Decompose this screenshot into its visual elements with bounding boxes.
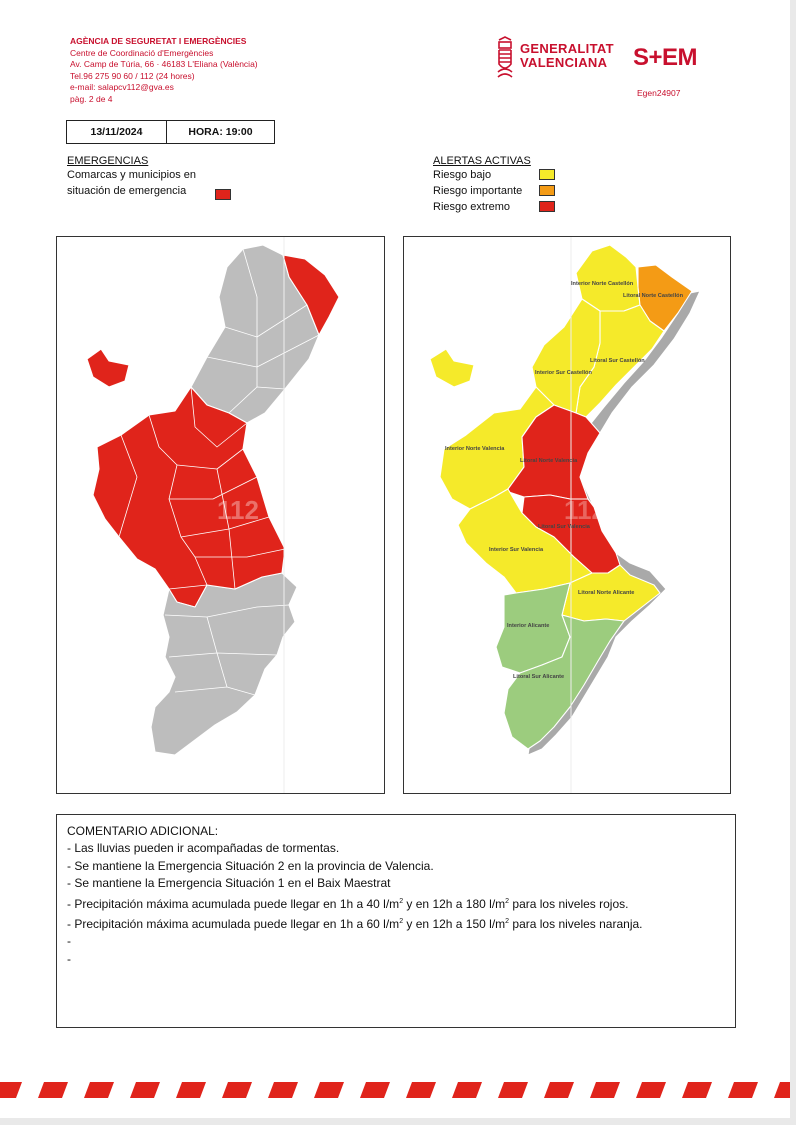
emergency-legend	[67, 155, 196, 199]
stripe-dash	[636, 1082, 666, 1098]
logo-gva-line2: VALENCIANA	[520, 55, 608, 70]
label-litoral-norte-valencia: Litoral Norte Valencia	[520, 458, 578, 464]
label-interior-alicante: Interior Alicante	[507, 623, 550, 629]
stripe-dash	[728, 1082, 758, 1098]
stripe-dash	[268, 1082, 298, 1098]
alert-level-extreme-label: Riesgo extremo	[433, 201, 511, 213]
comarca-rincon-de-ademuz[interactable]	[87, 349, 129, 387]
alert-level-important	[433, 183, 555, 199]
stripe-dash	[0, 1082, 22, 1098]
logo-gva-line1: GENERALITAT	[520, 41, 614, 56]
stripe-dash	[176, 1082, 206, 1098]
label-interior-sur-castellon: Interior Sur Castellón	[535, 370, 592, 376]
date-time-box	[66, 120, 275, 144]
alert-level-low-label: Riesgo bajo	[433, 169, 492, 181]
emergency-legend-line2: situación de emergencia	[67, 185, 187, 197]
stripe-dash	[682, 1082, 712, 1098]
stripe-dash	[452, 1082, 482, 1098]
alert-important-swatch	[539, 185, 555, 196]
org-address: Av. Camp de Túria, 66 · 46183 L'Eliana (València)	[70, 59, 258, 69]
label-interior-norte-valencia: Interior Norte Valencia	[445, 446, 505, 452]
alert-low-swatch	[539, 169, 555, 180]
additional-comments	[56, 814, 736, 1028]
comments-title: COMENTARIO ADICIONAL:	[67, 824, 219, 838]
comment-text: para los niveles rojos.	[509, 896, 629, 911]
label-interior-sur-valencia: Interior Sur Valencia	[489, 547, 544, 553]
org-center: Centre de Coordinació d'Emergències	[70, 47, 214, 58]
alerts-legend	[433, 155, 555, 215]
comarca-rincon-de-ademuz-alert[interactable]	[430, 349, 474, 387]
comment-line: - Se mantiene la Emergencia Situación 1 en el Baix Maestrat	[67, 876, 391, 891]
stripe-dash	[590, 1082, 620, 1098]
label-interior-norte-castellon: Interior Norte Castellón	[571, 281, 634, 287]
label-litoral-norte-castellon: Litoral Norte Castellón	[623, 293, 683, 299]
generalitat-logo	[495, 36, 620, 82]
emergency-legend-title: EMERGENCIAS	[67, 155, 149, 167]
map-watermark: 112	[217, 495, 259, 525]
page-number: pàg. 2 de 4	[70, 93, 113, 104]
org-email: e-mail: salapcv112@gva.es	[70, 82, 174, 92]
alert-level-low	[433, 167, 555, 183]
org-header	[70, 36, 258, 105]
map-watermark: 112	[564, 495, 606, 525]
stripe-dash	[774, 1082, 790, 1098]
comment-line-precip-orange	[67, 913, 725, 933]
comment-text: - Precipitación máxima acumulada puede llegar en 1h a 40 l/m	[67, 896, 400, 911]
alert-extreme-swatch	[539, 201, 555, 212]
bulletin-hour: HORA: 19:00	[188, 126, 253, 138]
comment-text: y en 12h a 150 l/m	[403, 917, 506, 932]
stripe-dash	[360, 1082, 390, 1098]
stripe-dash	[406, 1082, 436, 1098]
stripe-dash	[544, 1082, 574, 1098]
sem-logo: S+EM	[633, 44, 698, 71]
alert-level-important-label: Riesgo importante	[433, 185, 523, 197]
label-litoral-sur-valencia: Litoral Sur Valencia	[538, 524, 590, 530]
stripe-dash	[498, 1082, 528, 1098]
bulletin-date: 13/11/2024	[67, 121, 167, 143]
comment-line-precip-red	[67, 893, 725, 913]
comment-line: - Las lluvias pueden ir acompañadas de tormentas.	[67, 841, 340, 856]
comment-text: - Precipitación máxima acumulada puede llegar en 1h a 60 l/m	[67, 917, 400, 932]
comment-empty-bullet: -	[67, 951, 71, 966]
emergency-map	[56, 236, 385, 794]
org-name: AGÈNCIA DE SEGURETAT I EMERGÈNCIES	[70, 36, 247, 46]
stripe-dash	[314, 1082, 344, 1098]
label-litoral-sur-castellon: Litoral Sur Castellón	[590, 358, 645, 364]
footer-stripe	[0, 1078, 790, 1102]
coat-of-arms-icon	[495, 36, 515, 82]
stripe-dash	[38, 1082, 68, 1098]
doc-code: Egen24907	[637, 88, 681, 98]
comment-text: para los niveles naranja.	[509, 917, 643, 932]
comment-text: y en 12h a 180 l/m	[403, 896, 506, 911]
superscript: 2	[399, 918, 404, 926]
alerts-legend-title: ALERTAS ACTIVAS	[433, 155, 531, 167]
stripe-dash	[84, 1082, 114, 1098]
comment-line: - Se mantiene la Emergencia Situación 2 en la provincia de Valencia.	[67, 858, 434, 873]
label-litoral-sur-alicante: Litoral Sur Alicante	[513, 674, 565, 680]
emergency-swatch	[215, 189, 231, 200]
stripe-dash	[130, 1082, 160, 1098]
province-alicante	[151, 573, 297, 755]
org-phone: Tel.96 275 90 60 / 112 (24 hores)	[70, 70, 195, 81]
alert-level-extreme	[433, 199, 555, 215]
alerts-map	[403, 236, 731, 794]
superscript: 2	[399, 897, 404, 905]
stripe-dash	[222, 1082, 252, 1098]
emergency-legend-line1: Comarcas y municipios en	[67, 169, 196, 181]
label-litoral-norte-alicante: Litoral Norte Alicante	[578, 590, 635, 596]
superscript: 2	[505, 918, 510, 926]
superscript: 2	[505, 897, 510, 905]
comment-empty-bullet: -	[67, 934, 71, 949]
